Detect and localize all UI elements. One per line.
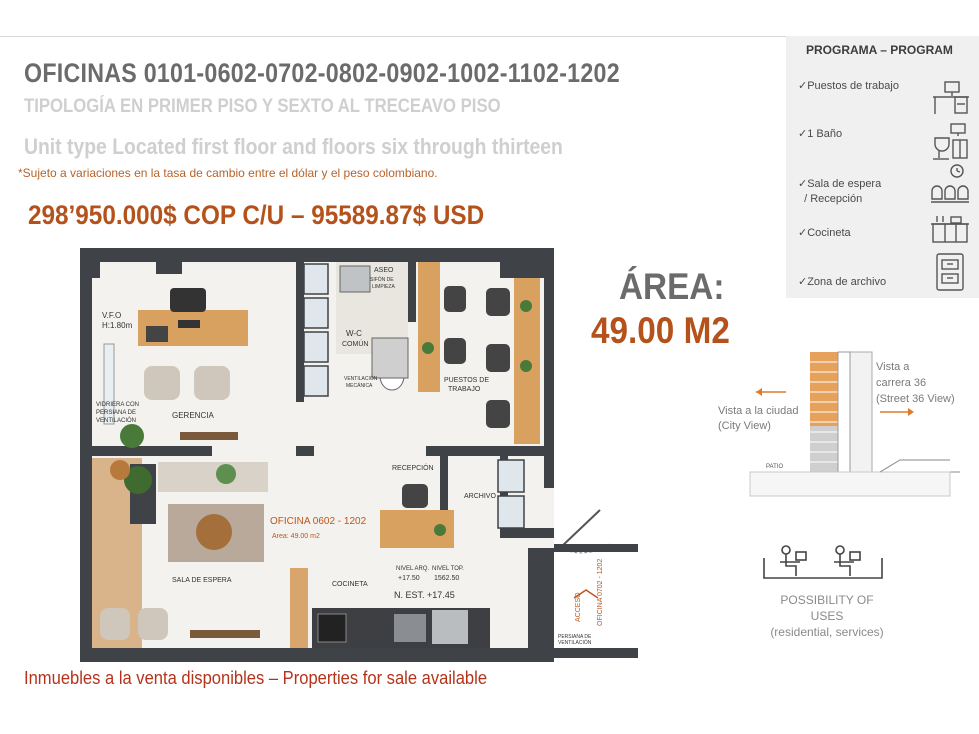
person-at-desk-icon (780, 546, 806, 576)
corridor-wall (554, 648, 638, 658)
patio-label: PATIO (766, 464, 784, 470)
archive-icon (929, 252, 971, 294)
window-label: PERSIANA DE (96, 410, 137, 416)
arrow-right-icon (908, 408, 914, 416)
floor-plan (80, 248, 638, 662)
cushion (216, 464, 236, 484)
armchair (100, 608, 130, 640)
uses-label-line1: POSSIBILITY OF USES (780, 593, 874, 623)
room-aseo: ASEO (374, 267, 394, 274)
level-top-value: 1562.50 (434, 575, 460, 582)
aseo-detail: SIFÓN DE (370, 277, 394, 283)
room-puestos: TRABAJO (448, 386, 481, 393)
cleaning-sink (340, 266, 370, 292)
street-profile (880, 460, 950, 472)
exchange-rate-note: *Sujeto a variaciones en la tasa de cambio entre el dólar y el peso colombiano. (18, 166, 438, 180)
vfo-label: V.F.O (102, 311, 122, 320)
office-label: OFICINA 0602 - 1202 (270, 516, 367, 527)
room-gerencia: GERENCIA (172, 411, 214, 420)
subtitle-spanish: TIPOLOGÍA EN PRIMER PISO Y SEXTO AL TRECEAVO PISO (24, 96, 501, 117)
uses-label (768, 592, 886, 640)
office-chair (170, 288, 206, 312)
street-view-label-en: (Street 36 View) (876, 393, 955, 405)
price: 298’950.000$ COP C/U – 95589.87$ USD (28, 200, 485, 230)
persiana-label: PERSIANA DE (558, 634, 592, 640)
footer-text: Inmuebles a la venta disponibles – Properties for sale available (24, 668, 488, 688)
entrance-door (560, 510, 600, 548)
person-at-desk-icon (834, 546, 860, 576)
street-view-label: carrera 36 (876, 377, 927, 389)
room-wc: COMÚN (342, 341, 369, 348)
room-archivo: ARCHIVO (464, 493, 496, 500)
kitchenette-icon (929, 212, 971, 246)
level-top: NIVEL TOP. (432, 566, 464, 572)
building-section (710, 348, 970, 508)
kitchen-sink (394, 614, 426, 642)
program-item: ✓Cocineta (798, 227, 851, 239)
vent-label: VENTILACIÓN (344, 376, 378, 382)
coffee-table (196, 514, 232, 550)
waiting-room-icon (929, 163, 971, 207)
page-title: OFICINAS 0101-0602-0702-0802-0902-1002-1102-1202 (24, 58, 620, 88)
program-item: ✓Sala de espera / Recepción (798, 178, 882, 205)
shelf (180, 432, 238, 440)
program-item: ✓Zona de archivo (798, 276, 887, 288)
level-est: N. EST. +17.45 (394, 590, 455, 600)
plant (120, 424, 144, 448)
program-item: ✓Puestos de trabajo (798, 80, 899, 92)
keyboard (178, 320, 200, 328)
sofa (158, 462, 268, 492)
access-label: OFICINA 0702 - 1202 (597, 558, 604, 626)
room-sala: SALA DE ESPERA (172, 577, 232, 584)
room-cocineta: COCINETA (332, 581, 368, 588)
subtitle-english: Unit type Located first floor and floors six through thirteen (24, 134, 563, 159)
window-label: VENTILACIÓN (96, 418, 137, 424)
city-view-label: Vista a la ciudad (718, 405, 799, 417)
armchair (138, 608, 168, 640)
armchair (194, 366, 230, 400)
aseo-detail: LIMPIEZA (372, 284, 395, 290)
room-recepcion: RECEPCIÓN (392, 465, 434, 472)
area-label: ÁREA: (619, 266, 725, 307)
room-wc: W-C (346, 329, 362, 338)
program-panel (786, 36, 979, 298)
tower-floors (810, 352, 872, 472)
office-area: Area: 49.00 m2 (272, 533, 320, 540)
washbasin (372, 338, 408, 378)
area-value: 49.00 M2 (591, 310, 730, 351)
city-view-label-en: (City View) (718, 420, 771, 432)
persiana-label: VENTILACIÓN (558, 640, 592, 646)
access-label: ACCESO (575, 592, 582, 622)
program-heading: PROGRAMA – PROGRAM (806, 43, 953, 57)
bathroom-icon (929, 122, 971, 162)
basement (750, 472, 950, 496)
plant (434, 524, 446, 536)
kitchen-counter (290, 568, 308, 648)
vfo-height: H:1.80m (102, 321, 133, 330)
laptop (146, 326, 168, 342)
room-puestos: PUESTOS DE (444, 377, 489, 384)
fridge (432, 610, 468, 644)
arrow-left-icon (756, 388, 762, 396)
office-chair (402, 484, 428, 508)
armchair (144, 366, 180, 400)
street-view-label: Vista a (876, 361, 910, 373)
shelf (190, 630, 260, 638)
side-table (110, 460, 130, 480)
window-label: VIDRIERA CON (96, 402, 140, 408)
cooktop (318, 614, 346, 642)
vent-label: MECÁNICA (346, 383, 373, 389)
corridor-wall (554, 544, 638, 552)
desk-icon (929, 78, 971, 118)
workstation-desk (418, 262, 440, 392)
level-arq-value: +17.50 (398, 575, 420, 582)
level-arq: NIVEL ARQ. (396, 566, 430, 572)
program-item: ✓1 Baño (798, 128, 843, 140)
uses-bracket (764, 558, 882, 578)
uses-label-line2: (residential, services) (770, 625, 884, 639)
